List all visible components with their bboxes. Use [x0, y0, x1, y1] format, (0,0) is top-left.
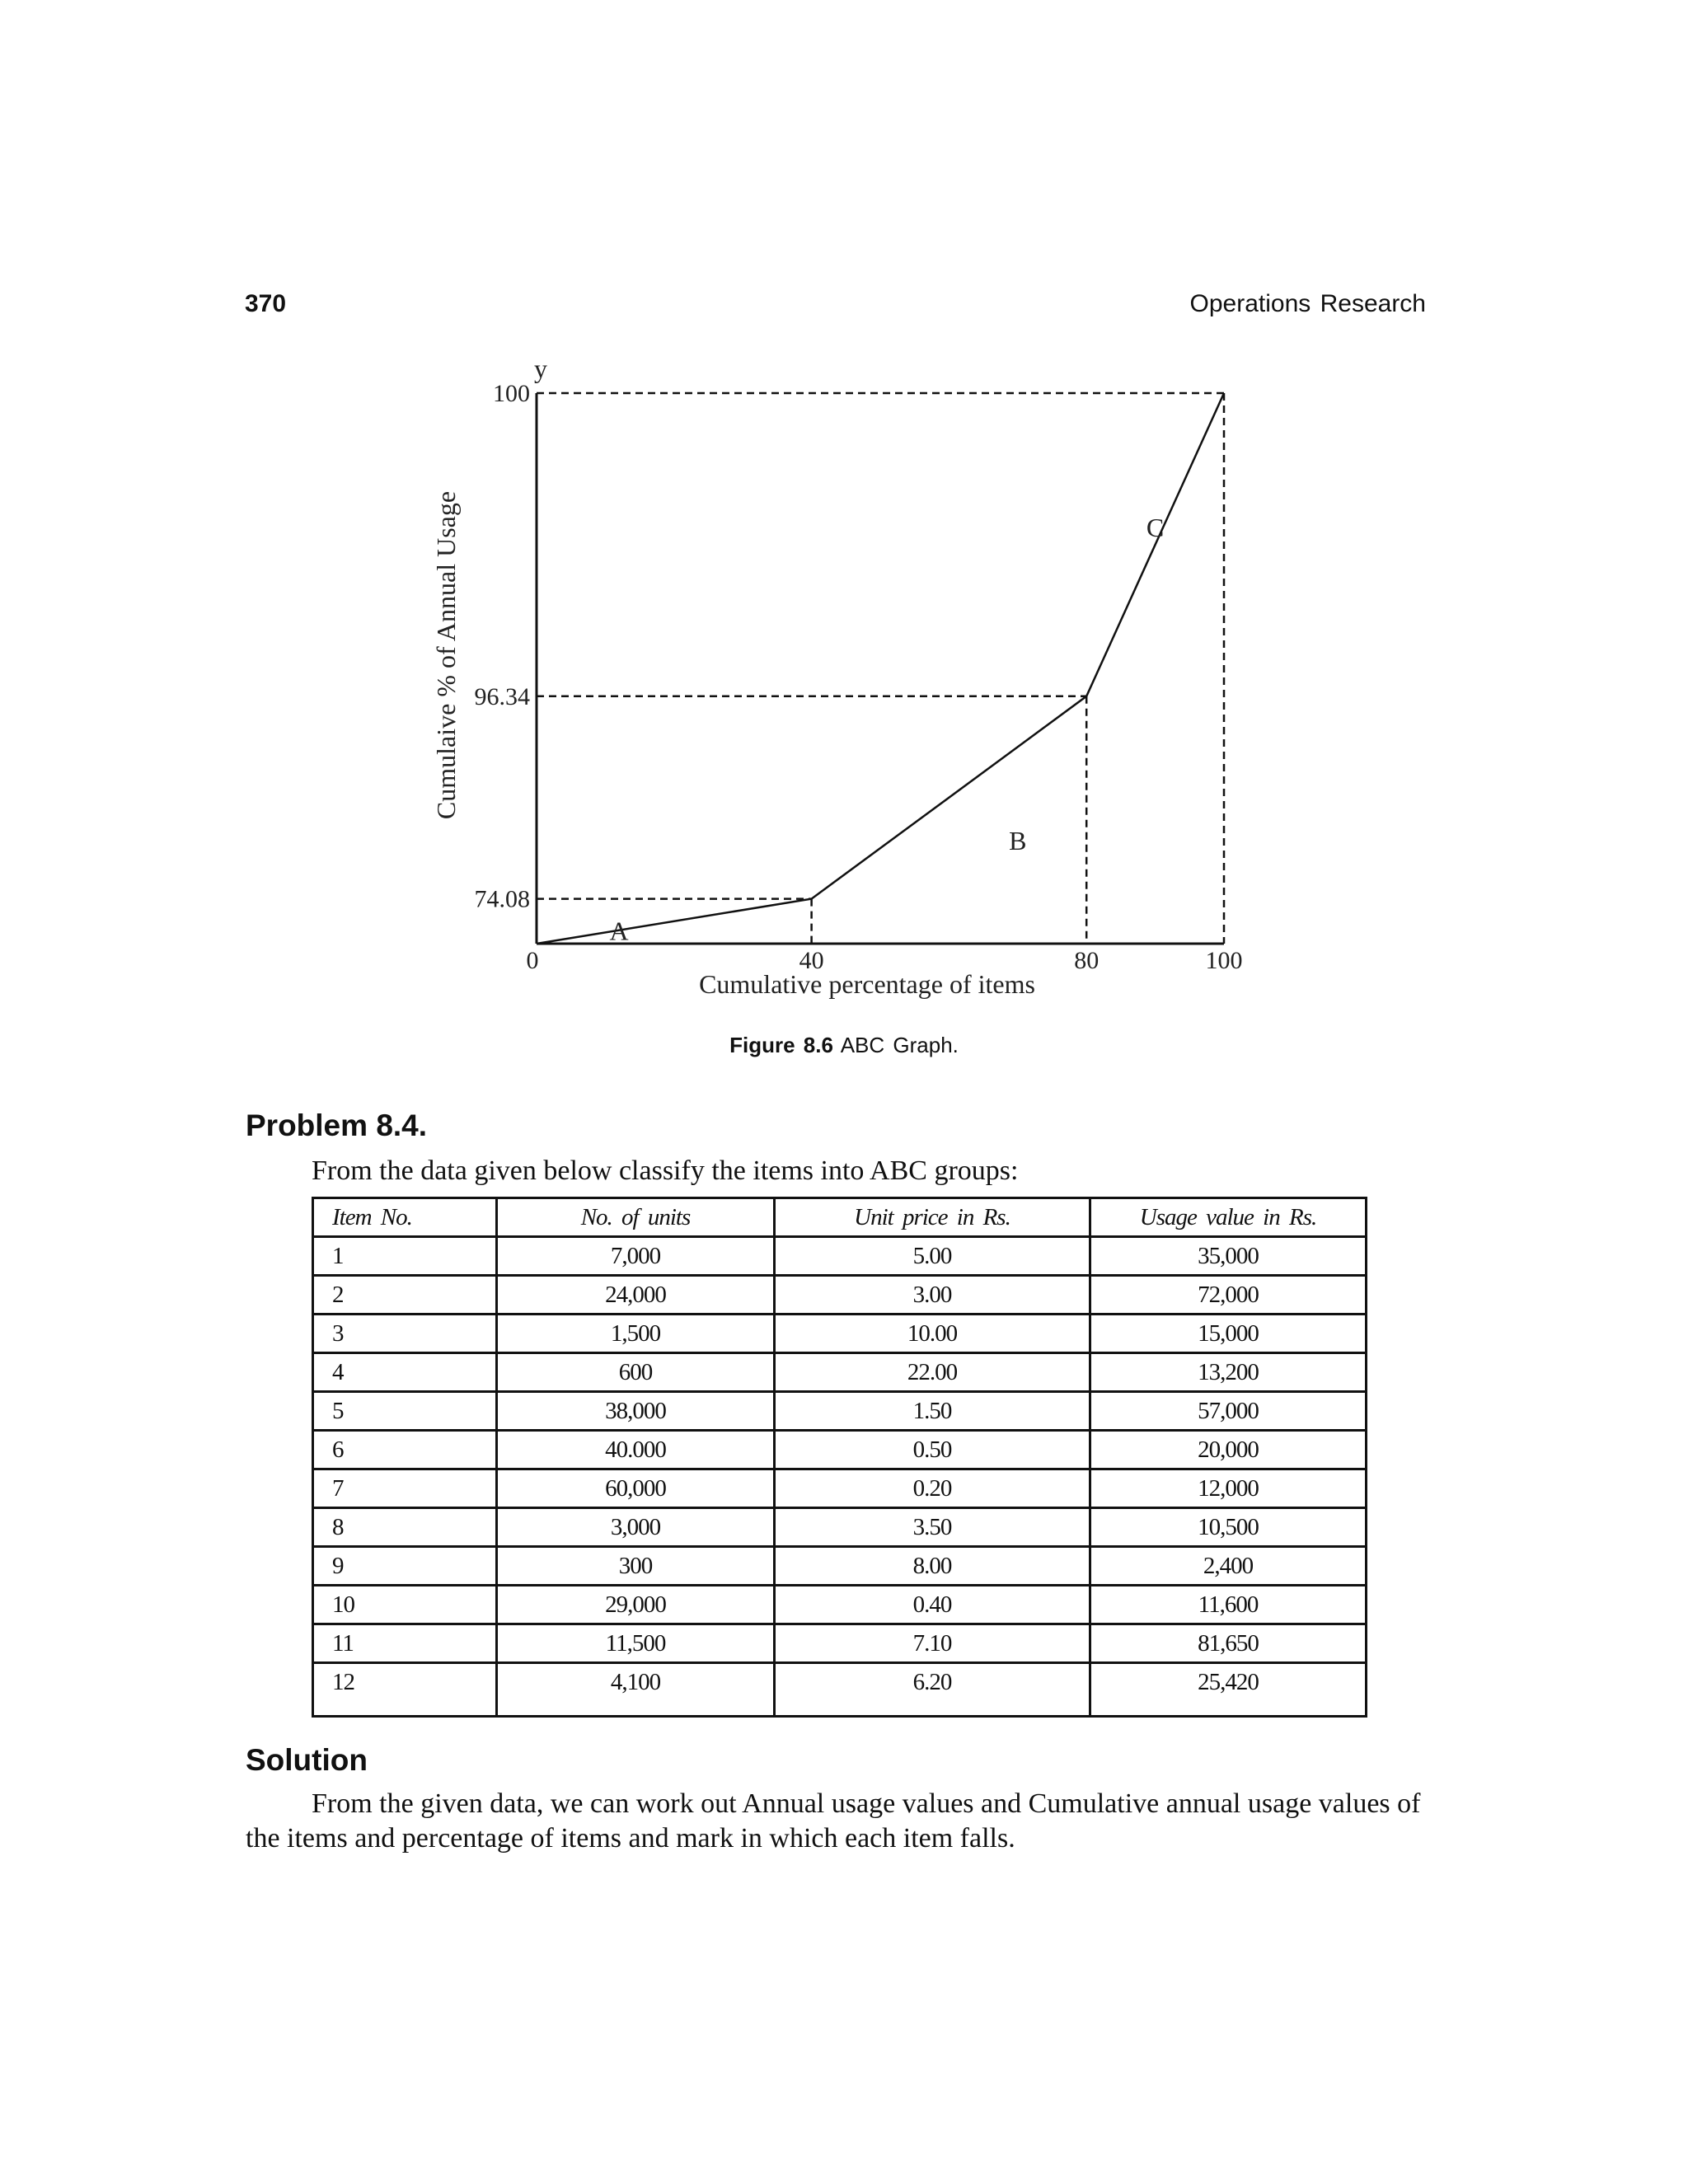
cell-no-of-units: 11,500 [497, 1624, 775, 1663]
problem-intro: From the data given below classify the items into ABC groups: [312, 1155, 1019, 1186]
cell-no-of-units: 29,000 [497, 1586, 775, 1624]
table-row [313, 1276, 1367, 1315]
cell-item-no: 7 [313, 1469, 497, 1508]
cell-unit-price: 0.20 [775, 1469, 1090, 1508]
y-tick-label: 74.08 [474, 885, 530, 913]
cell-item-no: 3 [313, 1315, 497, 1353]
cell-usage-value: 81,650 [1090, 1624, 1367, 1663]
cell-unit-price: 3.50 [775, 1508, 1090, 1547]
cell-usage-value: 72,000 [1090, 1276, 1367, 1315]
x-tick-label: 0 [526, 947, 539, 974]
cell-item-no: 9 [313, 1547, 497, 1586]
cumulative-usage-line [537, 393, 1224, 944]
cell-usage-value: 15,000 [1090, 1315, 1367, 1353]
header-unit-price: Unit price in Rs. [775, 1198, 1090, 1237]
segment-labels [610, 513, 1165, 945]
y-tick-labels [475, 380, 531, 913]
table-row [313, 1237, 1367, 1276]
header-item-no: Item No. [313, 1198, 497, 1237]
y-axis-label: Cumulaive % of Annual Usage [431, 490, 461, 820]
problem-heading: Problem 8.4. [246, 1108, 428, 1142]
cell-no-of-units: 4,100 [497, 1663, 775, 1717]
cell-item-no: 1 [313, 1237, 497, 1276]
table-row [313, 1663, 1367, 1717]
cell-unit-price: 8.00 [775, 1547, 1090, 1586]
running-head: Operations Research [1189, 290, 1426, 317]
cell-usage-value: 35,000 [1090, 1237, 1367, 1276]
x-tick-label: 40 [799, 947, 824, 974]
cell-item-no: 4 [313, 1353, 497, 1392]
cell-no-of-units: 60,000 [497, 1469, 775, 1508]
header-usage-value: Usage value in Rs. [1090, 1198, 1367, 1237]
item-data-table [312, 1197, 1367, 1718]
segment-label: A [609, 916, 629, 946]
cell-unit-price: 0.40 [775, 1586, 1090, 1624]
table-row [313, 1469, 1367, 1508]
y-axis-symbol: y [534, 354, 547, 383]
header-no-of-units: No. of units [497, 1198, 775, 1237]
cell-usage-value: 20,000 [1090, 1431, 1367, 1469]
cell-unit-price: 1.50 [775, 1392, 1090, 1431]
table-row [313, 1586, 1367, 1624]
cell-item-no: 8 [313, 1508, 497, 1547]
cell-unit-price: 6.20 [775, 1663, 1090, 1717]
cell-usage-value: 57,000 [1090, 1392, 1367, 1431]
cell-item-no: 12 [313, 1663, 497, 1717]
figure-caption-label: Figure 8.6 [729, 1033, 833, 1057]
reference-lines [537, 393, 1224, 944]
table-row [313, 1547, 1367, 1586]
table-row [313, 1624, 1367, 1663]
table-header-row [313, 1198, 1367, 1237]
cell-no-of-units: 600 [497, 1353, 775, 1392]
cell-unit-price: 5.00 [775, 1237, 1090, 1276]
page-number: 370 [245, 290, 287, 317]
segment-label: C [1146, 513, 1165, 543]
cell-no-of-units: 300 [497, 1547, 775, 1586]
cell-usage-value: 12,000 [1090, 1469, 1367, 1508]
cell-usage-value: 25,420 [1090, 1663, 1367, 1717]
cell-no-of-units: 3,000 [497, 1508, 775, 1547]
table-row [313, 1508, 1367, 1547]
y-tick-label: 96.34 [474, 682, 530, 710]
figure-caption [0, 1033, 1688, 1058]
cell-item-no: 11 [313, 1624, 497, 1663]
figure-caption-text: ABC Graph. [832, 1033, 959, 1057]
cell-no-of-units: 7,000 [497, 1237, 775, 1276]
cell-item-no: 5 [313, 1392, 497, 1431]
cell-usage-value: 11,600 [1090, 1586, 1367, 1624]
cell-unit-price: 7.10 [775, 1624, 1090, 1663]
cell-unit-price: 3.00 [775, 1276, 1090, 1315]
x-tick-label: 100 [1205, 947, 1243, 974]
cell-unit-price: 22.00 [775, 1353, 1090, 1392]
table-row [313, 1392, 1367, 1431]
cell-item-no: 6 [313, 1431, 497, 1469]
cell-no-of-units: 1,500 [497, 1315, 775, 1353]
x-tick-label: 80 [1074, 947, 1100, 974]
cell-item-no: 2 [313, 1276, 497, 1315]
cell-usage-value: 2,400 [1090, 1547, 1367, 1586]
solution-heading: Solution [246, 1743, 368, 1777]
cell-no-of-units: 40.000 [497, 1431, 775, 1469]
cell-item-no: 10 [313, 1586, 497, 1624]
cell-usage-value: 10,500 [1090, 1508, 1367, 1547]
table-row [313, 1353, 1367, 1392]
cell-usage-value: 13,200 [1090, 1353, 1367, 1392]
table-row [313, 1315, 1367, 1353]
table-row [313, 1431, 1367, 1469]
x-axis-label: Cumulative percentage of items [699, 969, 1035, 999]
solution-text: From the given data, we can work out Annual usage values and Cumulative annual usage values of the items and percentage of items and mark in which each item falls. [246, 1788, 1421, 1854]
cell-unit-price: 10.00 [775, 1315, 1090, 1353]
cell-no-of-units: 24,000 [497, 1276, 775, 1315]
cell-unit-price: 0.50 [775, 1431, 1090, 1469]
y-tick-label: 100 [493, 380, 530, 407]
cell-no-of-units: 38,000 [497, 1392, 775, 1431]
segment-label: B [1009, 826, 1027, 856]
